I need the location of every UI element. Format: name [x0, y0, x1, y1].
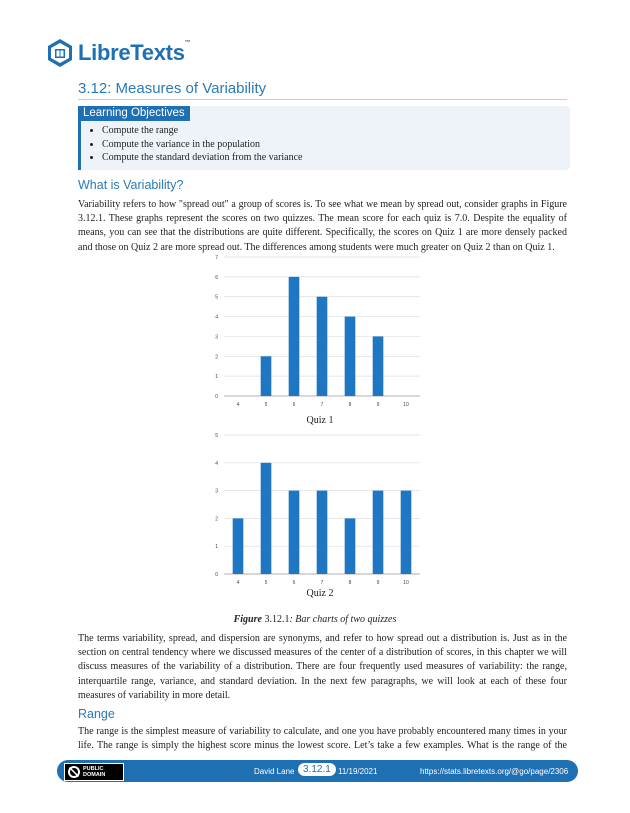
brand-name: LibreTexts™ — [78, 40, 191, 65]
x-tick-label: 4 — [236, 580, 240, 586]
y-tick-label: 1 — [215, 374, 218, 381]
footer-page-number: 3.12.1 — [298, 763, 336, 776]
y-tick-label: 5 — [215, 433, 218, 439]
y-tick-label: 4 — [215, 314, 218, 321]
range-paragraph: The range is the simplest measure of variability to calculate, and one you have probably encountered many times in your life. The range is simply the highest score minus the lowest score. Let’s take a few examples. What is the range of the — [78, 726, 567, 752]
quiz1-bar-chart — [210, 253, 430, 413]
page-title: 3.12: Measures of Variability — [78, 80, 267, 97]
y-tick-label: 6 — [215, 274, 218, 281]
quiz1-chart — [210, 253, 430, 426]
x-tick-label: 9 — [376, 580, 380, 586]
quiz2-bar-chart — [210, 431, 430, 586]
libretexts-logo[interactable] — [46, 38, 190, 68]
x-tick-label: 7 — [320, 402, 324, 408]
title-divider — [78, 99, 567, 100]
bar-7 — [317, 491, 328, 574]
y-tick-label: 7 — [215, 255, 218, 261]
y-tick-label: 1 — [215, 544, 218, 551]
x-tick-label: 5 — [264, 402, 268, 408]
page-footer — [57, 760, 578, 782]
bar-5 — [261, 356, 272, 396]
learning-objectives-heading: Learning Objectives — [78, 106, 190, 121]
x-tick-label: 10 — [403, 580, 409, 586]
y-tick-label: 5 — [215, 294, 218, 301]
bar-8 — [345, 317, 356, 396]
bar-6 — [289, 277, 300, 396]
footer-date: 11/19/2021 — [338, 767, 378, 776]
x-tick-label: 6 — [292, 402, 296, 408]
x-tick-label: 6 — [292, 580, 296, 586]
x-tick-label: 4 — [236, 402, 240, 408]
quiz2-chart-title: Quiz 2 — [306, 588, 334, 599]
objective-item: • Compute the standard deviation from the variance — [102, 151, 303, 165]
variability-paragraph: Variability refers to how "spread out" a group of scores is. To see what we mean by spread out, consider graphs in Figure 3.12.1. These graphs represent the scores on two quizzes. The mean score for each quiz is 7.0. Despite the equality of means, you can see that the distributions are quite different. Specifically, the scores on Quiz 1 are more densely packed and those on Quiz 2 are more spread out. The differences among students were much greater on Quiz 2 than on Quiz 1. — [78, 199, 567, 253]
y-tick-label: 2 — [215, 354, 218, 361]
section-heading-variability: What is Variability? — [78, 178, 184, 192]
learning-objectives-list — [88, 124, 303, 165]
bar-10 — [401, 491, 412, 574]
footer-author: David Lane — [254, 767, 295, 776]
bar-4 — [233, 518, 244, 574]
quiz1-chart-title: Quiz 1 — [306, 415, 334, 426]
public-domain-badge[interactable]: PUBLIC DOMAIN — [64, 763, 124, 781]
bar-8 — [345, 518, 356, 574]
y-tick-label: 3 — [215, 334, 218, 341]
y-tick-label: 2 — [215, 516, 218, 523]
figure-caption: Figure 3.12.1: Bar charts of two quizzes — [233, 614, 397, 625]
y-tick-label: 4 — [215, 460, 218, 467]
bar-9 — [373, 336, 384, 396]
x-tick-label: 8 — [348, 402, 352, 408]
y-tick-label: 3 — [215, 488, 218, 495]
bar-7 — [317, 297, 328, 396]
objective-item: • Compute the range — [102, 124, 303, 138]
libretexts-logo-icon — [46, 38, 74, 68]
footer-url[interactable]: https://stats.libretexts.org/@go/page/2306 — [420, 767, 569, 776]
x-tick-label: 5 — [264, 580, 268, 586]
bar-5 — [261, 463, 272, 574]
x-tick-label: 8 — [348, 580, 352, 586]
x-tick-label: 7 — [320, 580, 324, 586]
x-tick-label: 9 — [376, 402, 380, 408]
x-tick-label: 10 — [403, 402, 409, 408]
bar-6 — [289, 491, 300, 574]
y-tick-label: 0 — [215, 572, 218, 578]
quiz2-chart — [210, 431, 430, 599]
y-tick-label: 0 — [215, 394, 218, 400]
variability-terms-paragraph: The terms variability, spread, and dispersion are synonyms, and refer to how spread out a distribution is. Just as in the section on central tendency where we discussed measures of the center of a distribution of scores, in this chapter we will discuss measures of the variability of a distribution. There are four frequently used measures of variability: the range, interquartile range, variance, and standard deviation. In the next few paragraphs, we will look at each of these four measures of variability in more detail. — [78, 633, 567, 701]
objective-item: • Compute the variance in the population — [102, 138, 303, 152]
section-heading-range: Range — [78, 707, 115, 721]
public-domain-icon — [67, 765, 81, 779]
bar-9 — [373, 491, 384, 574]
